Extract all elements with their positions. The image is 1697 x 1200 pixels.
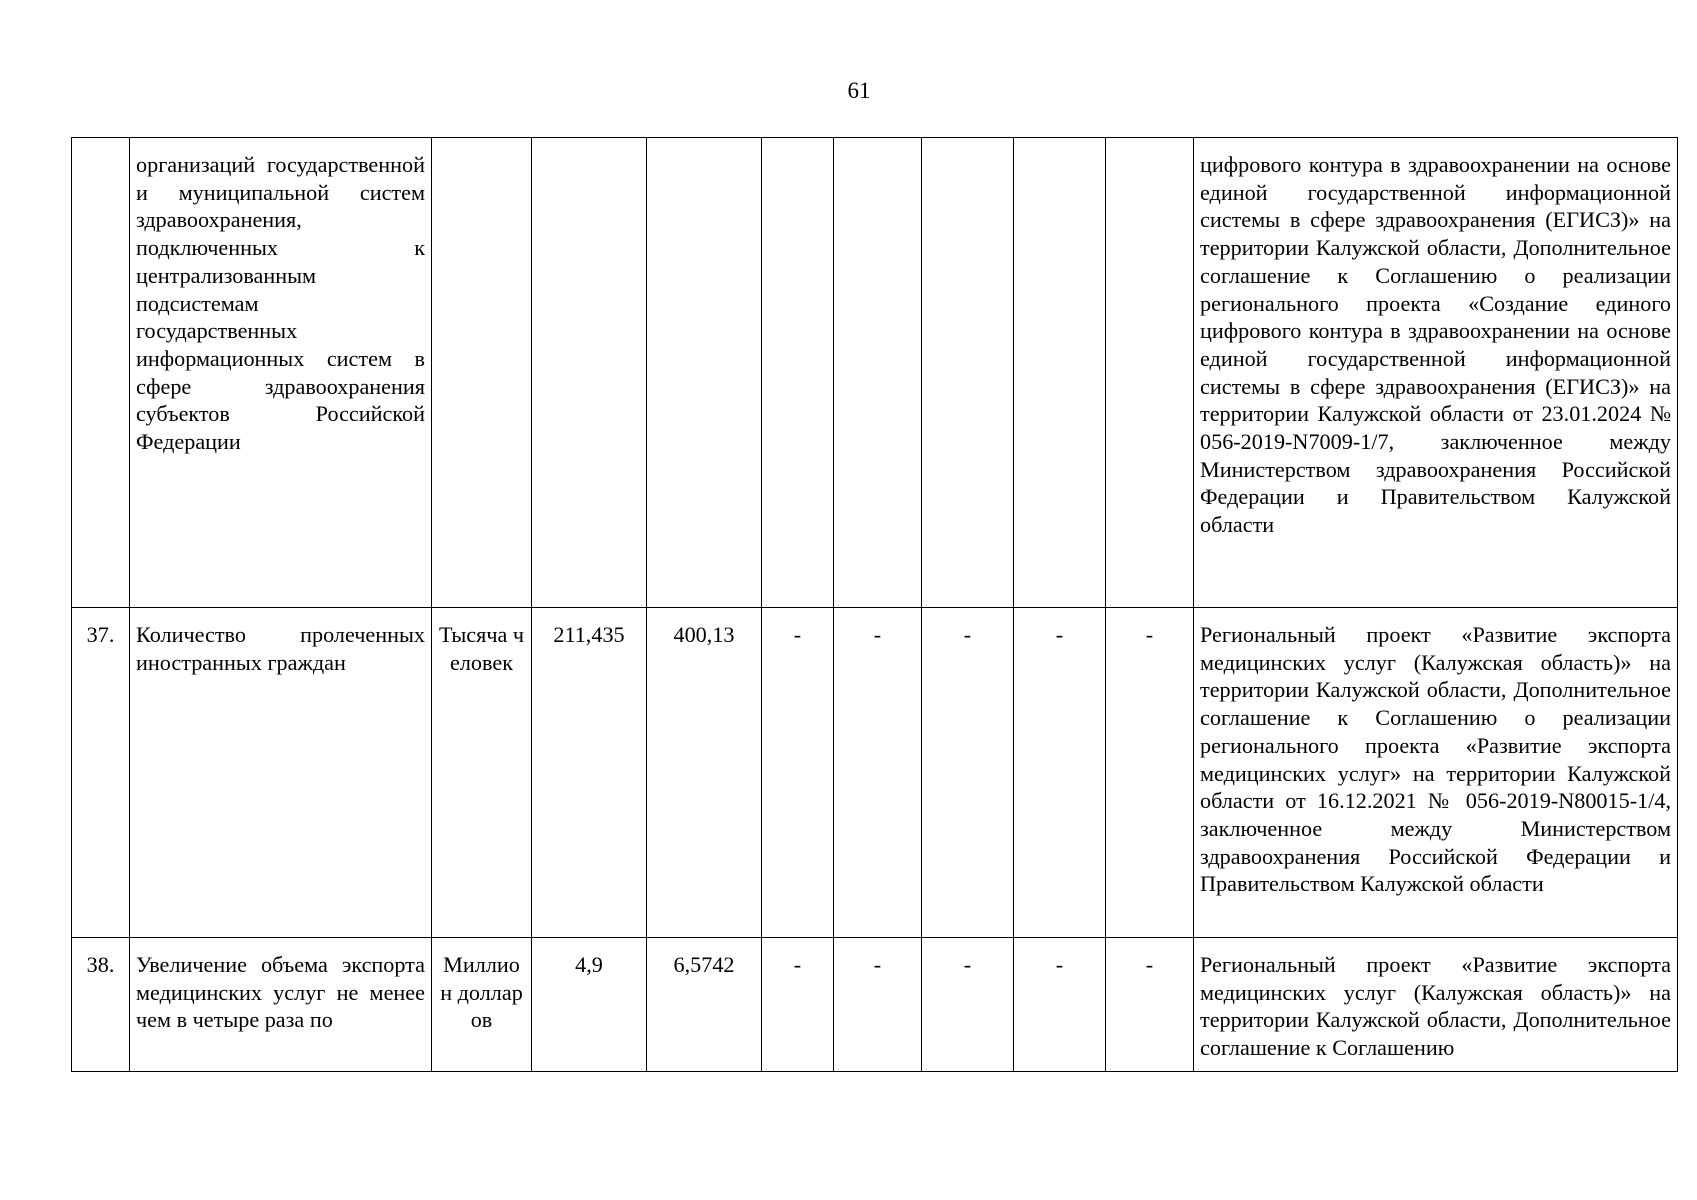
target-value: 6,5742	[647, 938, 762, 1072]
source-document: Региональный проект «Развитие экспорта медицинских услуг (Калужская область)» на территории Калужской области, Дополнительное соглашение к Соглашению о реализации регионального проекта «Развитие экспорта медицинских услуг» на территории Калужской области от 16.12.2021 № 056-2019-N80015-1/4, заключенное между Министерством здравоохранения Российской Федерации и Правительством Калужской области	[1194, 608, 1678, 938]
unit-cell	[432, 138, 532, 608]
year-value-3	[922, 138, 1014, 608]
year-value-4: -	[1014, 608, 1106, 938]
base-value: 211,435	[532, 608, 647, 938]
year-value-1: -	[762, 938, 834, 1072]
year-value-3: -	[922, 938, 1014, 1072]
year-value-5: -	[1106, 608, 1194, 938]
indicator-name: Увеличение объема экспорта медицинских услуг не менее чем в четыре раза по	[130, 938, 432, 1072]
year-value-4	[1014, 138, 1106, 608]
base-value: 4,9	[532, 938, 647, 1072]
table-row	[72, 938, 1678, 1072]
year-value-4: -	[1014, 938, 1106, 1072]
unit-cell: Тысяча человек	[432, 608, 532, 938]
year-value-5: -	[1106, 938, 1194, 1072]
target-value: 400,13	[647, 608, 762, 938]
year-value-2: -	[834, 938, 922, 1072]
year-value-1	[762, 138, 834, 608]
table-row	[72, 138, 1678, 608]
base-value	[532, 138, 647, 608]
target-value	[647, 138, 762, 608]
table-row	[72, 608, 1678, 938]
row-number: 38.	[72, 938, 130, 1072]
indicator-name: организаций государственной и муниципальной систем здравоохранения, подключенных к централизованным подсистемам государственных информационных систем в сфере здравоохранения субъектов Российской Федерации	[130, 138, 432, 608]
indicators-table	[71, 137, 1678, 1072]
row-number	[72, 138, 130, 608]
year-value-5	[1106, 138, 1194, 608]
year-value-2: -	[834, 608, 922, 938]
page-number: 61	[847, 78, 871, 103]
source-document: цифрового контура в здравоохранении на основе единой государственной информационной системы в сфере здравоохранения (ЕГИСЗ)» на территории Калужской области, Дополнительное соглашение к Соглашению о реализации регионального проекта «Создание единого цифрового контура в здравоохранении на основе единой государственной информационной системы в сфере здравоохранения (ЕГИСЗ)» на территории Калужской области от 23.01.2024 № 056-2019-N7009-1/7, заключенное между Министерством здравоохранения Российской Федерации и Правительством Калужской области	[1194, 138, 1678, 608]
year-value-1: -	[762, 608, 834, 938]
unit-cell: Миллион долларов	[432, 938, 532, 1072]
indicator-name: Количество пролеченных иностранных граждан	[130, 608, 432, 938]
year-value-3: -	[922, 608, 1014, 938]
row-number: 37.	[72, 608, 130, 938]
source-document: Региональный проект «Развитие экспорта медицинских услуг (Калужская область)» на территории Калужской области, Дополнительное соглашение к Соглашению	[1194, 938, 1678, 1072]
year-value-2	[834, 138, 922, 608]
